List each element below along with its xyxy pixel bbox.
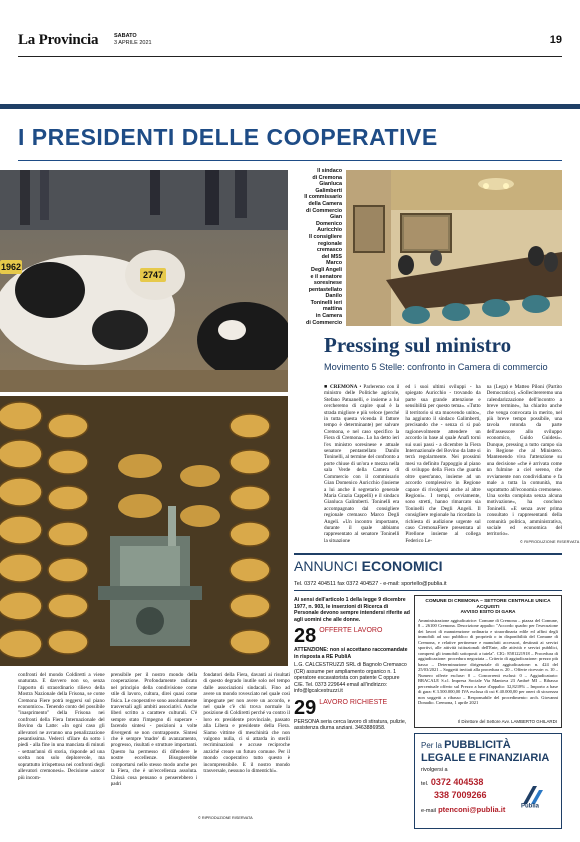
mail-label: e-mail xyxy=(421,808,436,814)
article-subhead: Movimento 5 Stelle: confronto in Camera di commercio xyxy=(324,362,548,372)
caption-line: pentastellato xyxy=(308,286,342,293)
lower-column-3: fondatori della Fiera, davanti ai risultati di questo degrado inutile solo nel tempo dalle associazioni sindacali. Fino ad avere un mondo rovesciato nel quale così impegnate per non avere un accordo, e nel quale c'è chi trova normale la posizione di Coldiretti perché va contro il loro ex presidente provinciale, passato alla Libera e presidente della Fiera. Siamo vittime di meschinità che non valgono nulla, ci si attarda in sterili recriminazioni e accuse reciproche anziché creare un futuro comune. Per il mondo cooperativo tutto questo è incomprensibile. E il nostro mondo trasversale, nessuno lo dimentichi». xyxy=(203,672,291,775)
section-rule xyxy=(18,160,562,161)
section-title: I PRESIDENTI DELLE COOPERATIVE xyxy=(18,124,438,150)
caption-line: Degli Angeli xyxy=(311,266,342,273)
caption-line: cremasco xyxy=(316,247,342,254)
photo-caption xyxy=(294,168,342,326)
section-band xyxy=(0,104,580,109)
caption-line: del M5S xyxy=(321,253,342,260)
tel-label: tel. xyxy=(421,781,429,787)
photo-cows xyxy=(0,170,288,392)
tender-signer: Il Direttore del Settore Avv. LAMBERTO GHILARDI xyxy=(458,718,557,724)
caption-line: di Commercio xyxy=(306,319,342,326)
caption-line: Auricchio xyxy=(317,227,342,234)
masthead-date-text: 3 APRILE 2021 xyxy=(114,39,152,46)
lower-article xyxy=(18,672,290,822)
pubbox-line-3: rivolgersi a xyxy=(421,767,448,773)
caption-line: Il commissario xyxy=(304,194,342,201)
masthead-rule xyxy=(18,56,562,57)
annunci-rule xyxy=(294,553,562,555)
masthead-date xyxy=(114,33,152,46)
pubbox-bold: PUBBLICITÀ xyxy=(444,739,511,751)
article-column-2: ed i suoi ultimi sviluppi - ha spiegato Auricchio - trovando da parte sua grande attenzione e sensibilità per questo tema». «Tutto il territorio si sta muovendo unito», ha aggiunto il sindaco Galimberti, precisando che - senza ci si può ragionevolmente attendere un accordo in base al quale Anafi torni sui suoi passi - a dicembre la Fiera Internazionale del Bovino da latte si terrà regolarmente. Nei prossimi mesi va definito l'appoggio al piano di sviluppo della Fiera che guarda oltre quest'anno, insieme ad un accordo complessivo in Regione capace di rivolgersi anche al altre Regioni». I tempi, ovviamente, sono stretti, hanno rimarcato sia Toninelli che Degli Angeli. Il consigliere regionale ha ricordato la richiesta di audizione urgente sul caso CremonaFiere presentata al Pirellone insieme al collega Federico Le- xyxy=(405,384,481,544)
pubbox-pre: Per la xyxy=(421,741,442,750)
caption-line: in Camera xyxy=(315,313,342,320)
tender-subheader: AVVISO ESITO DI GARA xyxy=(460,610,516,615)
category-28-number: 28 xyxy=(294,625,317,647)
legal-advertising-box xyxy=(414,733,562,829)
classifieds-column xyxy=(294,597,410,732)
classified-ad: PERSONA seria cerca lavoro di stiratura, pulizie, assistenza diurna anziani. 3463886958. xyxy=(294,718,407,731)
annunci-title-bold: ECONOMICI xyxy=(361,558,443,574)
lower-copyright: © RIPRODUZIONE RISERVATA xyxy=(198,816,253,820)
photo-meeting-room xyxy=(346,170,562,326)
annunci-rule-2 xyxy=(294,590,562,591)
caption-line: della Camera xyxy=(308,200,342,207)
caption-line: mattina xyxy=(322,306,342,313)
ear-tag-1: 1962 xyxy=(1,262,22,272)
caption-line: Gian xyxy=(330,214,342,221)
caption-line: Toninelli ieri xyxy=(310,299,342,306)
caption-line: Danilo xyxy=(325,293,342,300)
phone-2[interactable]: 338 7009266 xyxy=(434,790,487,800)
article-text: • Parleremo con il ministro delle Politiche agricole, Stefano Patuanelli, e insieme a lui cercheremo di capire qual è la strada migliore e più veloce (perché in tutta questa vicenda il fattore tempo è determinante) per salvare Cremona, e nel caso specifico la Fiera di Cremona». Lo ha detto ieri l'ex ministro soresinese e attuale senatore pentastellato Danilo Toninelli, al termine del confronto a porte chiuse di un'ora e mezza nella sala Verde della Camera di Commercio con il commissario Gian Domenico Auricchio (insieme a lui anche il segretario generale Maria Grazia Cappelli) e il sindaco Gianluca Galimberti. Toninelli era accompagnato dal consigliere regionale cremasco Marco Degli Angeli. «Un incontro importante, durante il quale abbiamo rappresentato al senatore Toninelli la situazione xyxy=(324,384,400,544)
article-copyright: © RIPRODUZIONE RISERVATA xyxy=(520,540,580,544)
annunci-title-light: ANNUNCI xyxy=(294,558,358,574)
caption-line: soresinese xyxy=(313,280,342,287)
article-column-3: na (Lega) e Matteo Piloni (Partito Democratico). «Sollecitereremo una calendarizzazione dell'incontro a breve termine», ha chiarito anche che venga convocata in merito, nel più breve tempo possibile, una tavola rotonda da parte dell'assessore allo sviluppo economico, Guido Guidesi». Dunque, pressing a tutto campo sia in Regione che al Ministero. Mantenendo viva l'attenzione su una decisione «che è arrivata come un fulmine a ciel sereno, che ovviamente non condividiamo e fa male a tutta la comunità, ma soprattutto all'economia cremonese. Una scelta compiuta senza alcuna motivazione», ha concluso Toninelli. «E senza aver prima consultato i rappresentanti della comunità politica, amministrativa, sociale ed economica del territorio». xyxy=(486,384,562,538)
classifieds-intro: Ai sensi dell'articolo 1 della legge 9 dicembre 1977, n. 903, le inserzioni di Ricerca di Personale devono sempre intendersi riferite ad agli uomini che alle donne. xyxy=(294,597,410,623)
tender-header: COMUNE DI CREMONA – SETTORE CENTRALE UNICA ACQUISTI xyxy=(425,599,551,610)
caption-line: Il consigliere xyxy=(309,233,342,240)
pubbox-line-2: LEGALE E FINANZIARIA xyxy=(421,752,550,764)
publia-logo-text: Publia xyxy=(521,803,540,808)
page-number: 19 xyxy=(549,34,562,46)
pubbox-line-1 xyxy=(421,739,555,751)
category-29 xyxy=(294,696,410,719)
caption-line: regionale xyxy=(318,240,342,247)
lower-column-2: prensibile per il nostro mondo della cooperazione. Profondamente radicato nel principio della condivisione come stile di lavoro, cultura, direi quasi come fisica. Le cooperative sono assolutamente trasversali agli ambiti associativi. Anche liberi scritto a carattere culturali. C'è sempre stato l'impegno di superare - facendo sintesi - posizioni a volte divergenti se non contrapposte. Sintesi che è sempre 'madre' di avanzamento, progresso, risultati e strutture importanti. Questo ha permesso di difendere le nostre eccellenze. Bisognerebbe comportarsi nello stesso modo anche per la Fiera, che è un'eccellenza assoluta. Chissà cosa pensano o penserebbero i padri xyxy=(110,672,198,787)
masthead-logo: La Provincia xyxy=(18,32,99,48)
publia-logo xyxy=(519,782,553,808)
caption-line: Galimberti xyxy=(315,187,342,194)
caption-line: Gianluca xyxy=(319,181,342,188)
annunci-title xyxy=(294,558,443,574)
ear-tag-2: 2747 xyxy=(143,270,164,280)
caption-line: di Cremona xyxy=(312,174,342,181)
phone-1[interactable]: 0372 404538 xyxy=(430,777,484,787)
caption-line: Domenico xyxy=(315,220,342,227)
tender-body: Amministrazione aggiudicatrice: Comune di Cremona – piazza del Comune, 8 – 26100 Cremona. Descrizione appalto: "Accordo quadro per l'esecuzione dei lavori di manutenzione ordinaria e straordinaria edile ed affini degli immobili ad uso pubblico di proprietà o in disponibilità del Comune di Cremona, e relative pertinenze e manufatti accessori, destinati ai servizi sportivi, alle attività istituzionali dell'Ente, alle attività e servizi pubblici, compresi gli immobili sottoposti a tutela". CIG: 8581221918 – Procedura di aggiudicazione: procedura negoziata – Criterio di aggiudicazione: prezzo più basso – Determinazione dirigenziale di aggiudicazione: n. 424 del 25/03/2021 – Soggetti invitati alla procedura n. 20 – Offerte ricevute: n. 10 – Numero offerte escluse: 0 – Concorrenti esclusi: 0 – Aggiudicatario: BRACALE S.r.l. Impresa Sociale Via Mantova 23 Ambrè MI – Ribasso percentuale offerto sul Prezzo a base d'appalto: 32,8218% – Importo a base di gara: € 3.500.000,00 IVA esclusa di cui € 40.000,00 per oneri di sicurezza non soggetti a ribasso – Responsabile del procedimento: arch. Giovanni Donadio. Cremona, 1 aprile 2021 xyxy=(418,617,558,705)
masthead-day: SABATO xyxy=(114,33,137,39)
article-body xyxy=(324,384,562,544)
caption-line: di Commercio xyxy=(306,207,342,214)
lower-column-1: confronti del mondo Coldiretti a viene snaturata. E davvero non so, senza l'apporto di straordinario rilievo della Mostra Nazionale della Frisona, se come Cremona Fiere potrà reggersi sul piano economico». Tenendo conto del possibile "inasprimento" della Frisona nei confronti della Fiera Internazionale del Bovino da Latte: «In ogni caso gli allevatori ne avranno una penalizzazione pesantissima. Vederci sfilare da sotto i piedi - alla fine in una manciata di minuti - settant'anni di storia, risponde ad una scelta non solo deplorevole, ma soprattutto irrispettosa nei confronti degli allevatori cremonesi». Decisione «ancor più incom- xyxy=(18,672,105,781)
article-column-1 xyxy=(324,384,399,544)
category-28-label: OFFERTE LAVORO xyxy=(319,627,383,634)
classified-ad: L.G. CALCESTRUZZI SRL di Bagnolo Cremasco (CR) assume per ampliamento organico n. 1 operatore escavatorista con patente C oppure C/E. Tel. 0373 229644 email all'indirizzo: info@lgcalcestruzzi.it xyxy=(294,662,407,694)
caption-line: Il sindaco xyxy=(317,168,342,174)
email-link[interactable]: ptenconi@publia.it xyxy=(438,805,506,814)
category-28 xyxy=(294,627,410,645)
caption-line: Marco xyxy=(326,260,342,267)
dateline: ■ CREMONA xyxy=(324,384,358,390)
category-29-number: 29 xyxy=(294,696,317,719)
category-29-label: LAVORO RICHIESTE xyxy=(319,698,388,706)
annunci-contact: Tel. 0372 404511 fax 0372 404527 - e-mail: sportello@publia.it xyxy=(294,581,447,587)
category-28-note: ATTENZIONE: non si accettano raccomandate in risposta a RE PubliA xyxy=(294,647,408,660)
caption-line: e il senatore xyxy=(310,273,342,280)
photo-cheese-warehouse xyxy=(0,396,288,666)
article-headline: Pressing sul ministro xyxy=(324,333,512,357)
tender-notice xyxy=(414,595,562,728)
